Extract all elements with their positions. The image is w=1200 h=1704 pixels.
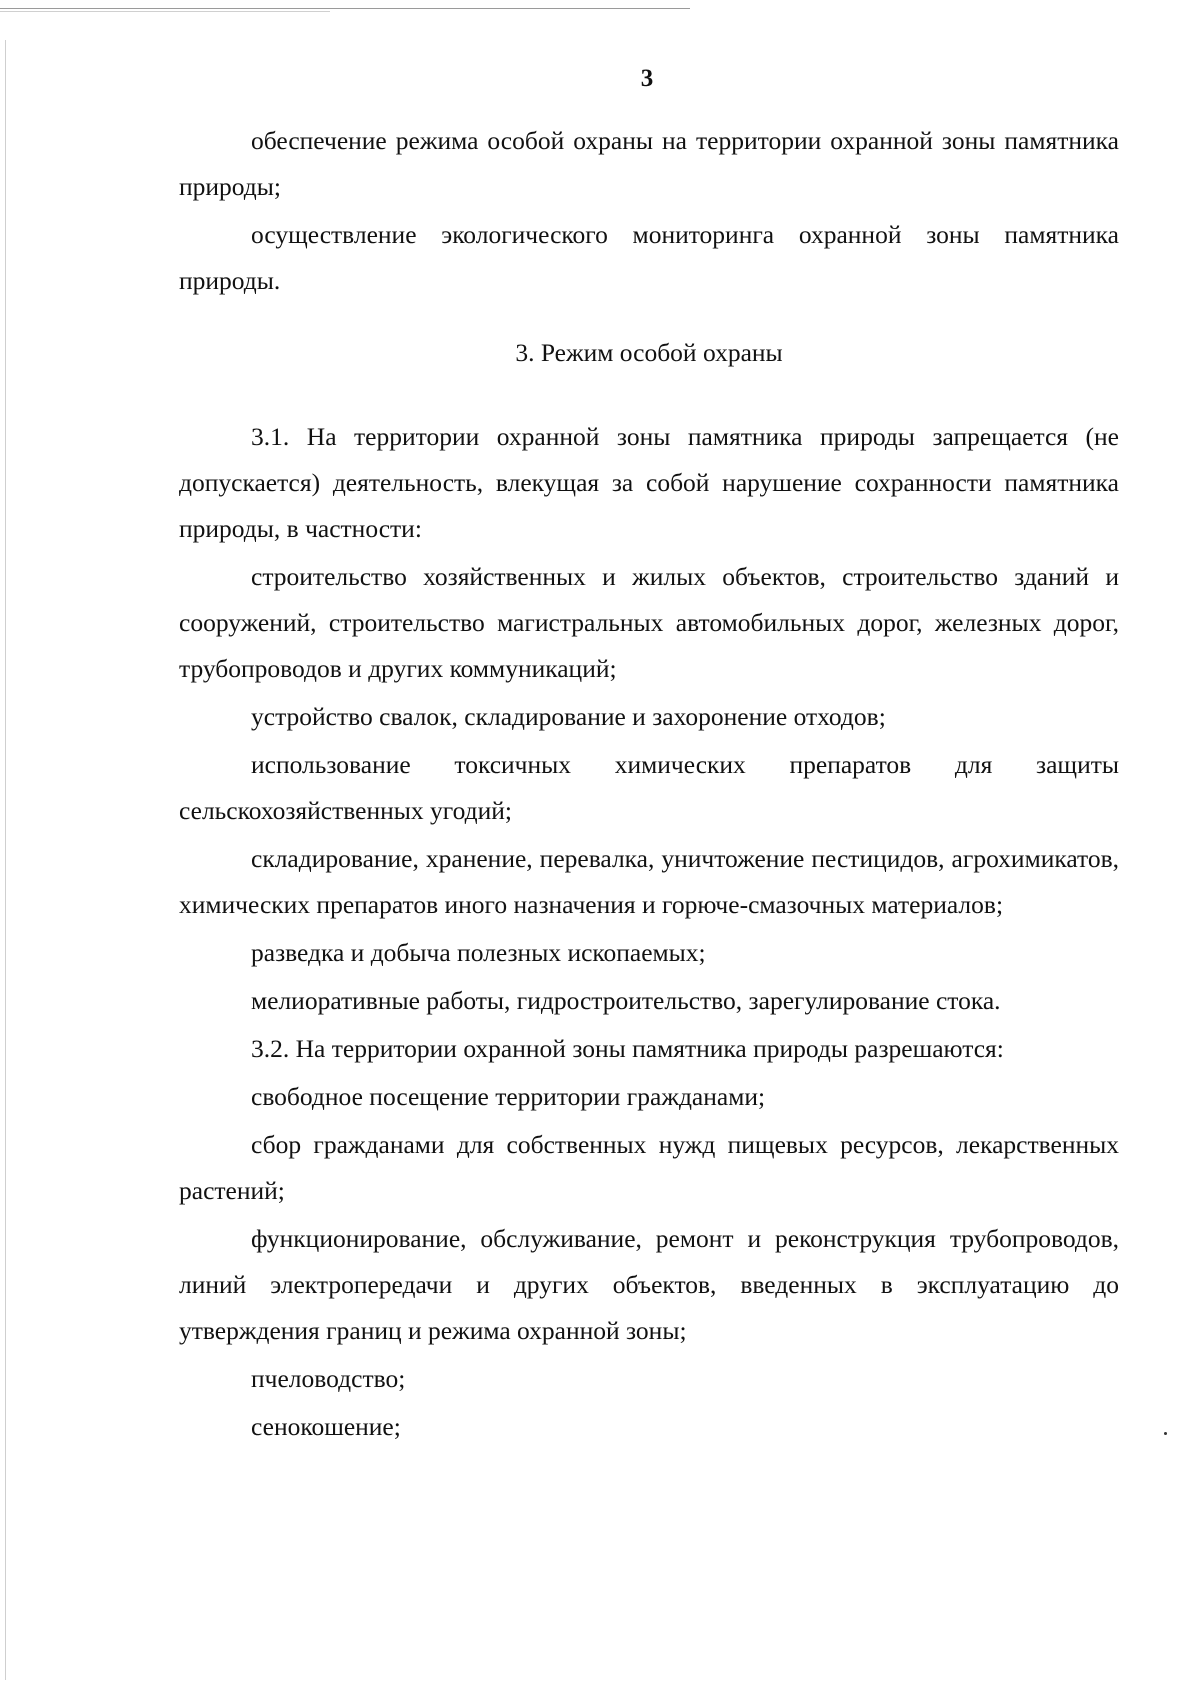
list-item: сенокошение; — [251, 1412, 401, 1441]
list-item: устройство свалок, складирование и захоронение отходов; — [251, 702, 886, 731]
paragraph: 3.2. На территории охранной зоны памятника природы разрешаются: — [251, 1034, 1004, 1063]
list-item: строительство хозяйственных и жилых объектов, строительство зданий и сооружений, строительство магистральных автомобильных дорог, железных дорог, трубопроводов и других коммуникаций; — [179, 562, 1119, 683]
paragraph: осуществление экологического мониторинга охранной зоны памятника природы. — [179, 220, 1119, 295]
list-item: свободное посещение территории гражданами; — [251, 1082, 766, 1111]
list-item: использование токсичных химических препаратов для защиты сельскохозяйственных угодий; — [179, 750, 1119, 825]
scan-edge-line-left — [5, 40, 6, 1680]
list-item: складирование, хранение, перевалка, уничтожение пестицидов, агрохимикатов, химических препаратов иного назначения и горюче-смазочных материалов; — [179, 844, 1119, 919]
section-heading: 3. Режим особой охраны — [515, 338, 783, 367]
scan-edge-line-top-faint — [0, 11, 330, 12]
list-item: мелиоративные работы, гидростроительство, зарегулирование стока. — [251, 986, 1001, 1015]
scan-speck — [1164, 1432, 1167, 1435]
page-number: 3 — [640, 65, 654, 92]
document-body — [179, 118, 1119, 1452]
list-item: разведка и добыча полезных ископаемых; — [251, 938, 706, 967]
list-item: пчеловодство; — [251, 1364, 406, 1393]
list-item: функционирование, обслуживание, ремонт и реконструкция трубопроводов, линий электропередачи и других объектов, введенных в эксплуатацию до утверждения границ и режима охранной зоны; — [179, 1224, 1119, 1345]
scan-edge-line-top — [0, 8, 690, 9]
paragraph: 3.1. На территории охранной зоны памятника природы запрещается (не допускается) деятельность, влекущая за собой нарушение сохранности памятника природы, в частности: — [179, 422, 1119, 543]
list-item: сбор гражданами для собственных нужд пищевых ресурсов, лекарственных растений; — [179, 1130, 1119, 1205]
paragraph: обеспечение режима особой охраны на территории охранной зоны памятника природы; — [179, 126, 1119, 201]
